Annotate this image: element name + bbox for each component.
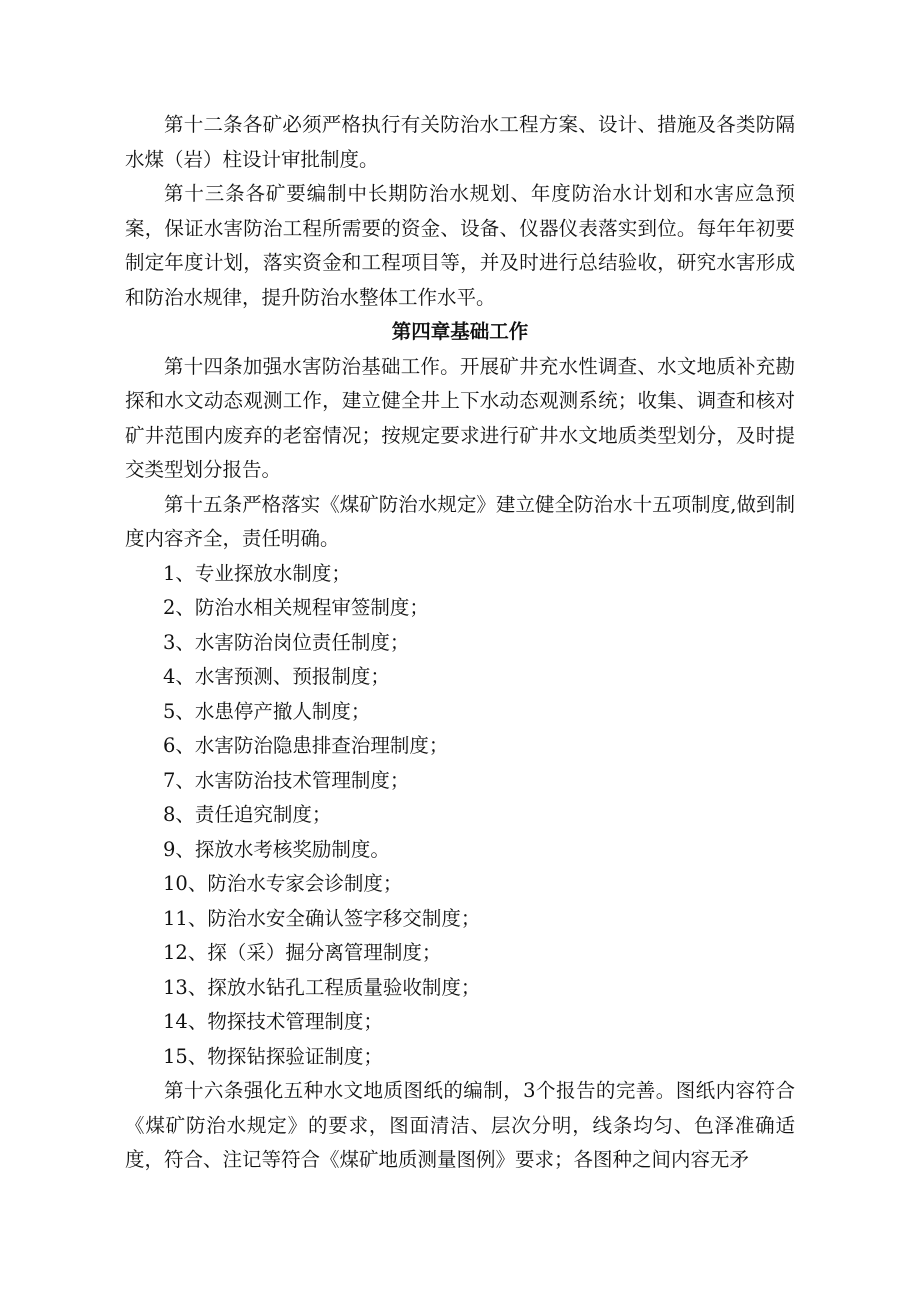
list-item: 2、防治水相关规程审签制度； (163, 596, 429, 619)
list-item: 6、水害防治隐患排查治理制度； (163, 734, 449, 757)
list-item: 15、物探钻探验证制度； (163, 1044, 383, 1068)
article-16-paragraph: 第十六条强化五种水文地质图纸的编制，3个报告的完善。图纸内容符合《煤矿防治水规定》的要求，图面清洁、层次分明，线条均匀、色泽准确适度，符合、注记等符合《煤矿地质测量图例》要求；各图种之间内容无矛 (125, 1079, 795, 1171)
list-item: 14、物探技术管理制度； (163, 1010, 383, 1033)
list-item: 4、水害预测、预报制度； (163, 665, 390, 688)
list-item: 8、责任追究制度； (163, 803, 332, 826)
list-item: 12、探（采）掘分离管理制度； (163, 941, 442, 964)
list-item: 9、探放水考核奖励制度。 (163, 837, 390, 861)
document-page (125, 108, 795, 1178)
list-item: 10、防治水专家会诊制度； (163, 872, 403, 895)
list-item: 3、水害防治岗位责任制度； (163, 630, 410, 654)
article-15-paragraph: 第十五条严格落实《煤矿防治水规定》建立健全防治水十五项制度,做到制度内容齐全，责任明确。 (125, 492, 795, 550)
chapter-heading: 第四章基础工作 (391, 320, 529, 343)
article-12-paragraph: 第十二条各矿必须严格执行有关防治水工程方案、设计、措施及各类防隔水煤（岩）柱设计审批制度。 (125, 113, 795, 171)
list-item: 11、防治水安全确认签字移交制度； (163, 906, 481, 930)
article-14-paragraph: 第十四条加强水害防治基础工作。开展矿井充水性调查、水文地质补充勘探和水文动态观测工作，建立健全井上下水动态观测系统；收集、调查和核对矿井范围内废弃的老窑情况；按规定要求进行矿井水文地质类型划分，及时提交类型划分报告。 (125, 354, 795, 481)
list-item: 1、专业探放水制度； (163, 561, 351, 585)
list-item: 13、探放水钻孔工程质量验收制度； (163, 975, 481, 999)
list-item: 7、水害防治技术管理制度； (163, 768, 410, 792)
list-item: 5、水患停产撤人制度； (163, 699, 371, 723)
article-13-paragraph: 第十三条各矿要编制中长期防治水规划、年度防治水计划和水害应急预案，保证水害防治工程所需要的资金、设备、仪器仪表落实到位。每年年初要制定年度计划，落实资金和工程项目等，并及时进行总结验收，研究水害形成和防治水规律，提升防治水整体工作水平。 (125, 182, 795, 309)
regulation-list (125, 557, 795, 1075)
